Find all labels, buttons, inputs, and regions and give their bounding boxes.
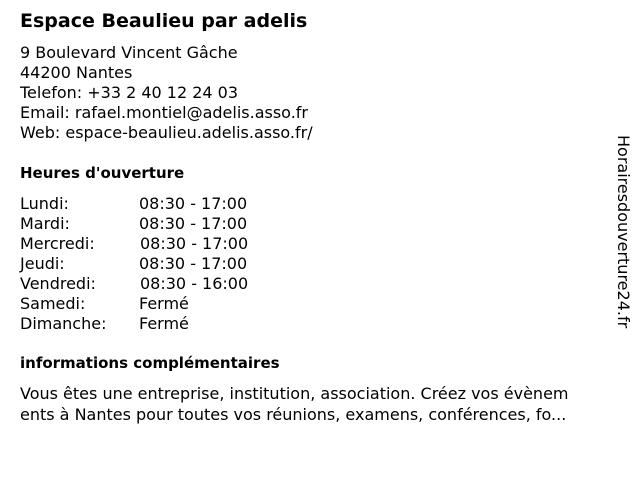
address-city: 44200 Nantes <box>20 63 133 82</box>
day-label: Samedi: <box>20 294 86 313</box>
day-label: Mercredi: <box>20 234 95 253</box>
time-value: Fermé <box>139 314 189 333</box>
address-street: 9 Boulevard Vincent Gâche <box>20 43 238 62</box>
hours-row-wednesday <box>20 234 280 254</box>
info-line-2: ents à Nantes pour toutes vos réunions, examens, conférences, fo... <box>20 405 567 424</box>
hours-row-saturday <box>20 294 280 314</box>
hours-row-friday <box>20 274 280 294</box>
hours-table <box>20 194 280 334</box>
time-value: 08:30 - 17:00 <box>139 254 248 273</box>
time-value: 08:30 - 16:00 <box>140 274 249 293</box>
hours-row-monday <box>20 194 280 214</box>
email-line[interactable]: Email: rafael.montiel@adelis.asso.fr <box>20 103 308 122</box>
info-line-1: Vous êtes une entreprise, institution, association. Créez vos évènem <box>20 384 569 403</box>
time-value: 08:30 - 17:00 <box>139 214 248 233</box>
contact-block <box>20 43 313 143</box>
hours-row-thursday <box>20 254 280 274</box>
time-value: Fermé <box>139 294 189 313</box>
day-label: Jeudi: <box>20 254 65 273</box>
hours-heading: Heures d'ouverture <box>20 164 185 182</box>
day-label: Vendredi: <box>20 274 96 293</box>
info-description <box>20 383 569 425</box>
day-label: Dimanche: <box>20 314 107 333</box>
day-label: Mardi: <box>20 214 70 233</box>
hours-row-sunday <box>20 314 280 334</box>
hours-row-tuesday <box>20 214 280 234</box>
site-brand-vertical[interactable]: Horairesdouverture24.fr <box>614 135 633 329</box>
time-value: 08:30 - 17:00 <box>140 234 249 253</box>
time-value: 08:30 - 17:00 <box>139 194 248 213</box>
phone-line[interactable]: Telefon: +33 2 40 12 24 03 <box>20 83 239 102</box>
info-heading: informations complémentaires <box>20 354 280 372</box>
day-label: Lundi: <box>20 194 69 213</box>
business-name: Espace Beaulieu par adelis <box>20 10 308 32</box>
web-line[interactable]: Web: espace-beaulieu.adelis.asso.fr/ <box>20 123 313 142</box>
